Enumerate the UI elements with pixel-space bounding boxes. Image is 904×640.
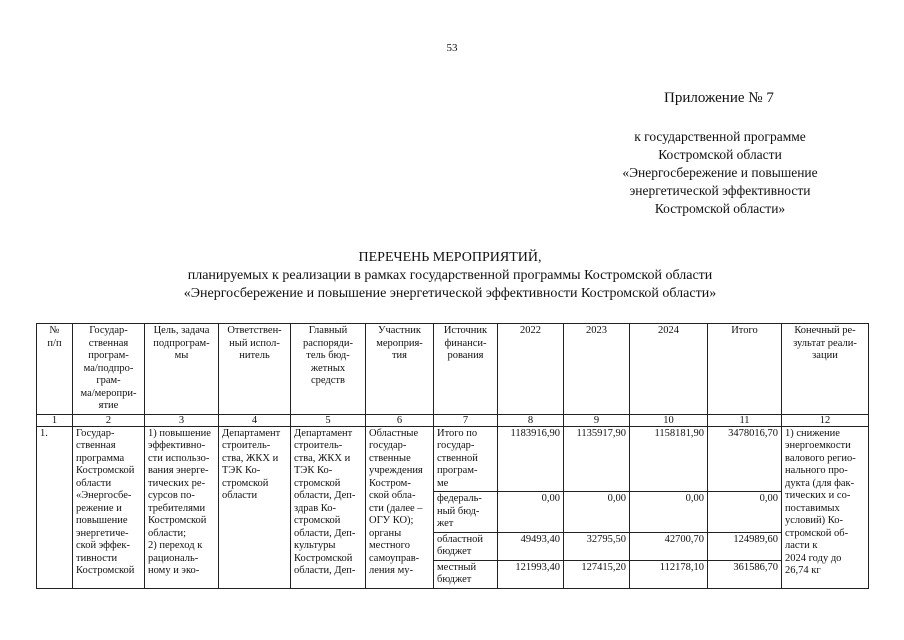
value-total: 3478016,70	[708, 426, 782, 492]
cell-line: Костромской	[76, 565, 135, 576]
value-2022: 0,00	[498, 492, 564, 533]
cell-line: 2023	[586, 325, 607, 336]
chief-manager-cell	[291, 426, 366, 588]
cell-line: стромской об-	[785, 527, 849, 539]
cell-line: нитель	[239, 350, 270, 361]
table-header-row	[37, 324, 869, 415]
cell-line: стромской	[294, 477, 341, 489]
cell-line: Костром-	[369, 477, 411, 489]
header-cell	[708, 324, 782, 415]
subtitle-line: Костромской области»	[654, 201, 786, 216]
cell-line: стромской	[222, 477, 269, 489]
value-2024: 1158181,90	[630, 426, 708, 492]
cell-line: 2) переход к	[148, 540, 203, 551]
cell-line: Областные	[369, 427, 419, 439]
column-number: 9	[564, 414, 630, 426]
cell-line: 2024	[658, 325, 679, 336]
page-number: 53	[446, 42, 458, 54]
cell-line: эффективно-	[148, 440, 206, 451]
cell-line: тических ре-	[148, 477, 206, 489]
funding-source-cell	[434, 426, 498, 492]
cell-line: мы	[174, 350, 189, 361]
cell-line: местного	[369, 540, 410, 551]
value-2023: 1135917,90	[564, 426, 630, 492]
header-cell	[564, 324, 630, 415]
cell-line: Государ-	[89, 325, 128, 336]
cell-line: условий) Ко-	[785, 515, 843, 526]
title-line: «Энергосбережение и повышение энергетической эффективности Костромской области»	[183, 286, 717, 301]
cell-line: ственной	[437, 452, 478, 464]
cell-line: учреждения	[369, 465, 423, 476]
header-cell	[291, 324, 366, 415]
cell-line: программа	[76, 452, 125, 464]
cell-line: повышение	[76, 515, 128, 526]
cell-line: поставимых	[785, 502, 840, 514]
cell-line: грам-	[96, 375, 121, 386]
cell-line: областной	[437, 533, 483, 545]
cell-line: самоуправ-	[369, 552, 420, 564]
funding-source-cell	[434, 560, 498, 588]
cell-line: сурсов по-	[148, 490, 195, 501]
cell-line: ласти к	[785, 540, 818, 551]
cell-line: валового регио-	[785, 452, 856, 464]
cell-line: культуры	[294, 540, 336, 551]
cell-line: ОГУ КО);	[369, 515, 414, 526]
value-2023: 127415,20	[564, 560, 630, 588]
cell-line: ственная	[88, 337, 129, 349]
cell-line: тия	[391, 350, 408, 361]
header-cell	[434, 324, 498, 415]
header-cell	[366, 324, 434, 415]
result-cell	[782, 426, 869, 588]
cell-line: рования	[447, 350, 484, 361]
cell-line: ма/меропри-	[80, 387, 137, 399]
cell-line: стромской	[294, 515, 341, 526]
cell-line: Департамент	[222, 427, 281, 439]
header-cell	[630, 324, 708, 415]
cell-line: програм-	[437, 465, 478, 476]
column-number-row	[37, 414, 869, 426]
cell-line: Костромской	[294, 552, 353, 564]
column-number: 12	[782, 414, 869, 426]
cell-line: государ-	[437, 440, 475, 451]
cell-line: вания энерге-	[148, 465, 209, 476]
cell-line: ства, ЖКХ и	[222, 452, 279, 464]
measures-table	[36, 323, 869, 589]
subtitle-line: к государственной программе	[634, 129, 806, 144]
cell-line: распоряди-	[303, 337, 353, 349]
header-cell	[145, 324, 219, 415]
value-2022: 121993,40	[498, 560, 564, 588]
subtitle-line: «Энергосбережение и повышение	[622, 165, 818, 180]
column-number: 8	[498, 414, 564, 426]
cell-line: 1) снижение	[785, 427, 840, 439]
program-cell	[73, 426, 145, 588]
cell-line: требителями	[148, 502, 206, 514]
header-cell	[73, 324, 145, 415]
cell-line: энергетиче-	[76, 527, 129, 539]
cell-line: Костромской	[76, 465, 135, 476]
executor-cell	[219, 426, 291, 588]
cell-line: ятие	[98, 400, 119, 411]
cell-line: области, Деп-	[294, 527, 356, 539]
title-line: планируемых к реализации в рамках государственной программы Костромской области	[187, 268, 713, 283]
cell-line: ления му-	[369, 565, 413, 576]
cell-line: жетных	[310, 362, 346, 374]
cell-line: Итого по	[437, 427, 478, 439]
cell-line: местный	[437, 561, 477, 573]
funding-source-cell	[434, 532, 498, 560]
value-2024: 42700,70	[630, 532, 708, 560]
cell-line: Государ-	[76, 427, 115, 439]
column-number: 10	[630, 414, 708, 426]
column-number: 2	[73, 414, 145, 426]
cell-line: ный испол-	[229, 337, 280, 349]
cell-line: №	[49, 325, 60, 336]
column-number: 5	[291, 414, 366, 426]
subtitle-line: энергетической эффективности	[629, 183, 811, 198]
cell-line: подпрограм-	[153, 337, 210, 349]
subtitle-line: Костромской области	[658, 147, 782, 162]
cell-line: тических и со-	[785, 490, 851, 501]
cell-line: нального про-	[785, 465, 848, 476]
appendix-label: Приложение № 7	[664, 90, 774, 106]
cell-line: Участник	[378, 325, 421, 336]
cell-line: 2022	[520, 325, 541, 336]
value-2022: 1183916,90	[498, 426, 564, 492]
cell-line: государ-	[369, 440, 407, 451]
cell-line: п/п	[47, 337, 62, 349]
column-number: 7	[434, 414, 498, 426]
column-number: 1	[37, 414, 73, 426]
cell-line: мероприя-	[376, 337, 423, 349]
value-2023: 0,00	[564, 492, 630, 533]
column-number: 11	[708, 414, 782, 426]
column-number: 6	[366, 414, 434, 426]
cell-line: Департамент	[294, 427, 353, 439]
cell-line: области	[76, 477, 112, 489]
cell-line: ТЭК Ко-	[294, 465, 333, 476]
cell-line: тель бюд-	[306, 350, 350, 361]
cell-line: области	[222, 490, 258, 501]
cell-line: средств	[311, 375, 345, 386]
header-cell	[219, 324, 291, 415]
cell-line: ственные	[369, 452, 411, 464]
cell-line: ме	[437, 477, 449, 489]
cell-line: области, Деп-	[294, 490, 356, 501]
cell-line: тивности	[76, 552, 118, 564]
cell-line: рациональ-	[148, 552, 199, 564]
cell-line: Костромской	[148, 515, 207, 526]
cell-line: зультат реали-	[793, 337, 857, 349]
cell-line: строитель-	[222, 440, 271, 451]
cell-line: Главный	[308, 325, 348, 336]
document-title	[120, 249, 780, 303]
header-cell	[37, 324, 73, 415]
value-total: 0,00	[708, 492, 782, 533]
cell-line: 26,74 кг	[785, 565, 821, 576]
cell-line: ма/подпро-	[83, 362, 134, 374]
cell-line: энергоемкости	[785, 440, 851, 451]
cell-line: ному и эко-	[148, 565, 200, 576]
cell-line: Ответствен-	[227, 325, 282, 336]
cell-line: органы	[369, 527, 402, 539]
cell-line: строитель-	[294, 440, 343, 451]
cell-line: дукта (для фак-	[785, 477, 855, 489]
cell-line: федераль-	[437, 493, 482, 504]
cell-line: ской обла-	[369, 490, 416, 501]
cell-line: ный бюд-	[437, 505, 480, 517]
cell-line: здрав Ко-	[294, 502, 337, 514]
cell-line: области;	[148, 527, 187, 539]
cell-line: сти (далее –	[369, 502, 423, 514]
cell-line: ственная	[76, 440, 116, 451]
cell-line: ства, ЖКХ и	[294, 452, 351, 464]
cell-line: области, Деп-	[294, 565, 356, 576]
cell-line: бюджет	[437, 546, 472, 557]
cell-line: «Энергосбе-	[76, 490, 132, 501]
cell-line: ТЭК Ко-	[222, 465, 261, 476]
appendix-subtitle	[600, 128, 840, 218]
row-number: 1.	[37, 426, 73, 588]
value-2024: 0,00	[630, 492, 708, 533]
cell-line: финанси-	[444, 337, 487, 349]
header-cell	[782, 324, 869, 415]
participant-cell	[366, 426, 434, 588]
value-total: 361586,70	[708, 560, 782, 588]
value-total: 124989,60	[708, 532, 782, 560]
funding-source-cell	[434, 492, 498, 533]
cell-line: бюджет	[437, 574, 472, 585]
cell-line: ской эффек-	[76, 540, 130, 551]
column-number: 3	[145, 414, 219, 426]
table-row	[37, 426, 869, 492]
title-line: ПЕРЕЧЕНЬ МЕРОПРИЯТИЙ,	[358, 250, 542, 265]
value-2024: 112178,10	[630, 560, 708, 588]
column-number: 4	[219, 414, 291, 426]
cell-line: Конечный ре-	[794, 325, 856, 336]
cell-line: програм-	[88, 350, 129, 361]
cell-line: сти использо-	[148, 452, 210, 464]
cell-line: 1) повышение	[148, 427, 211, 439]
goal-cell	[145, 426, 219, 588]
cell-line: жет	[437, 518, 454, 529]
cell-line: Цель, задача	[153, 325, 210, 336]
cell-line: 2024 году до	[785, 552, 842, 564]
cell-line: Итого	[731, 325, 758, 336]
cell-line: режение и	[76, 502, 122, 514]
value-2022: 49493,40	[498, 532, 564, 560]
cell-line: Источник	[443, 325, 488, 336]
header-cell	[498, 324, 564, 415]
cell-line: зации	[812, 350, 838, 361]
value-2023: 32795,50	[564, 532, 630, 560]
